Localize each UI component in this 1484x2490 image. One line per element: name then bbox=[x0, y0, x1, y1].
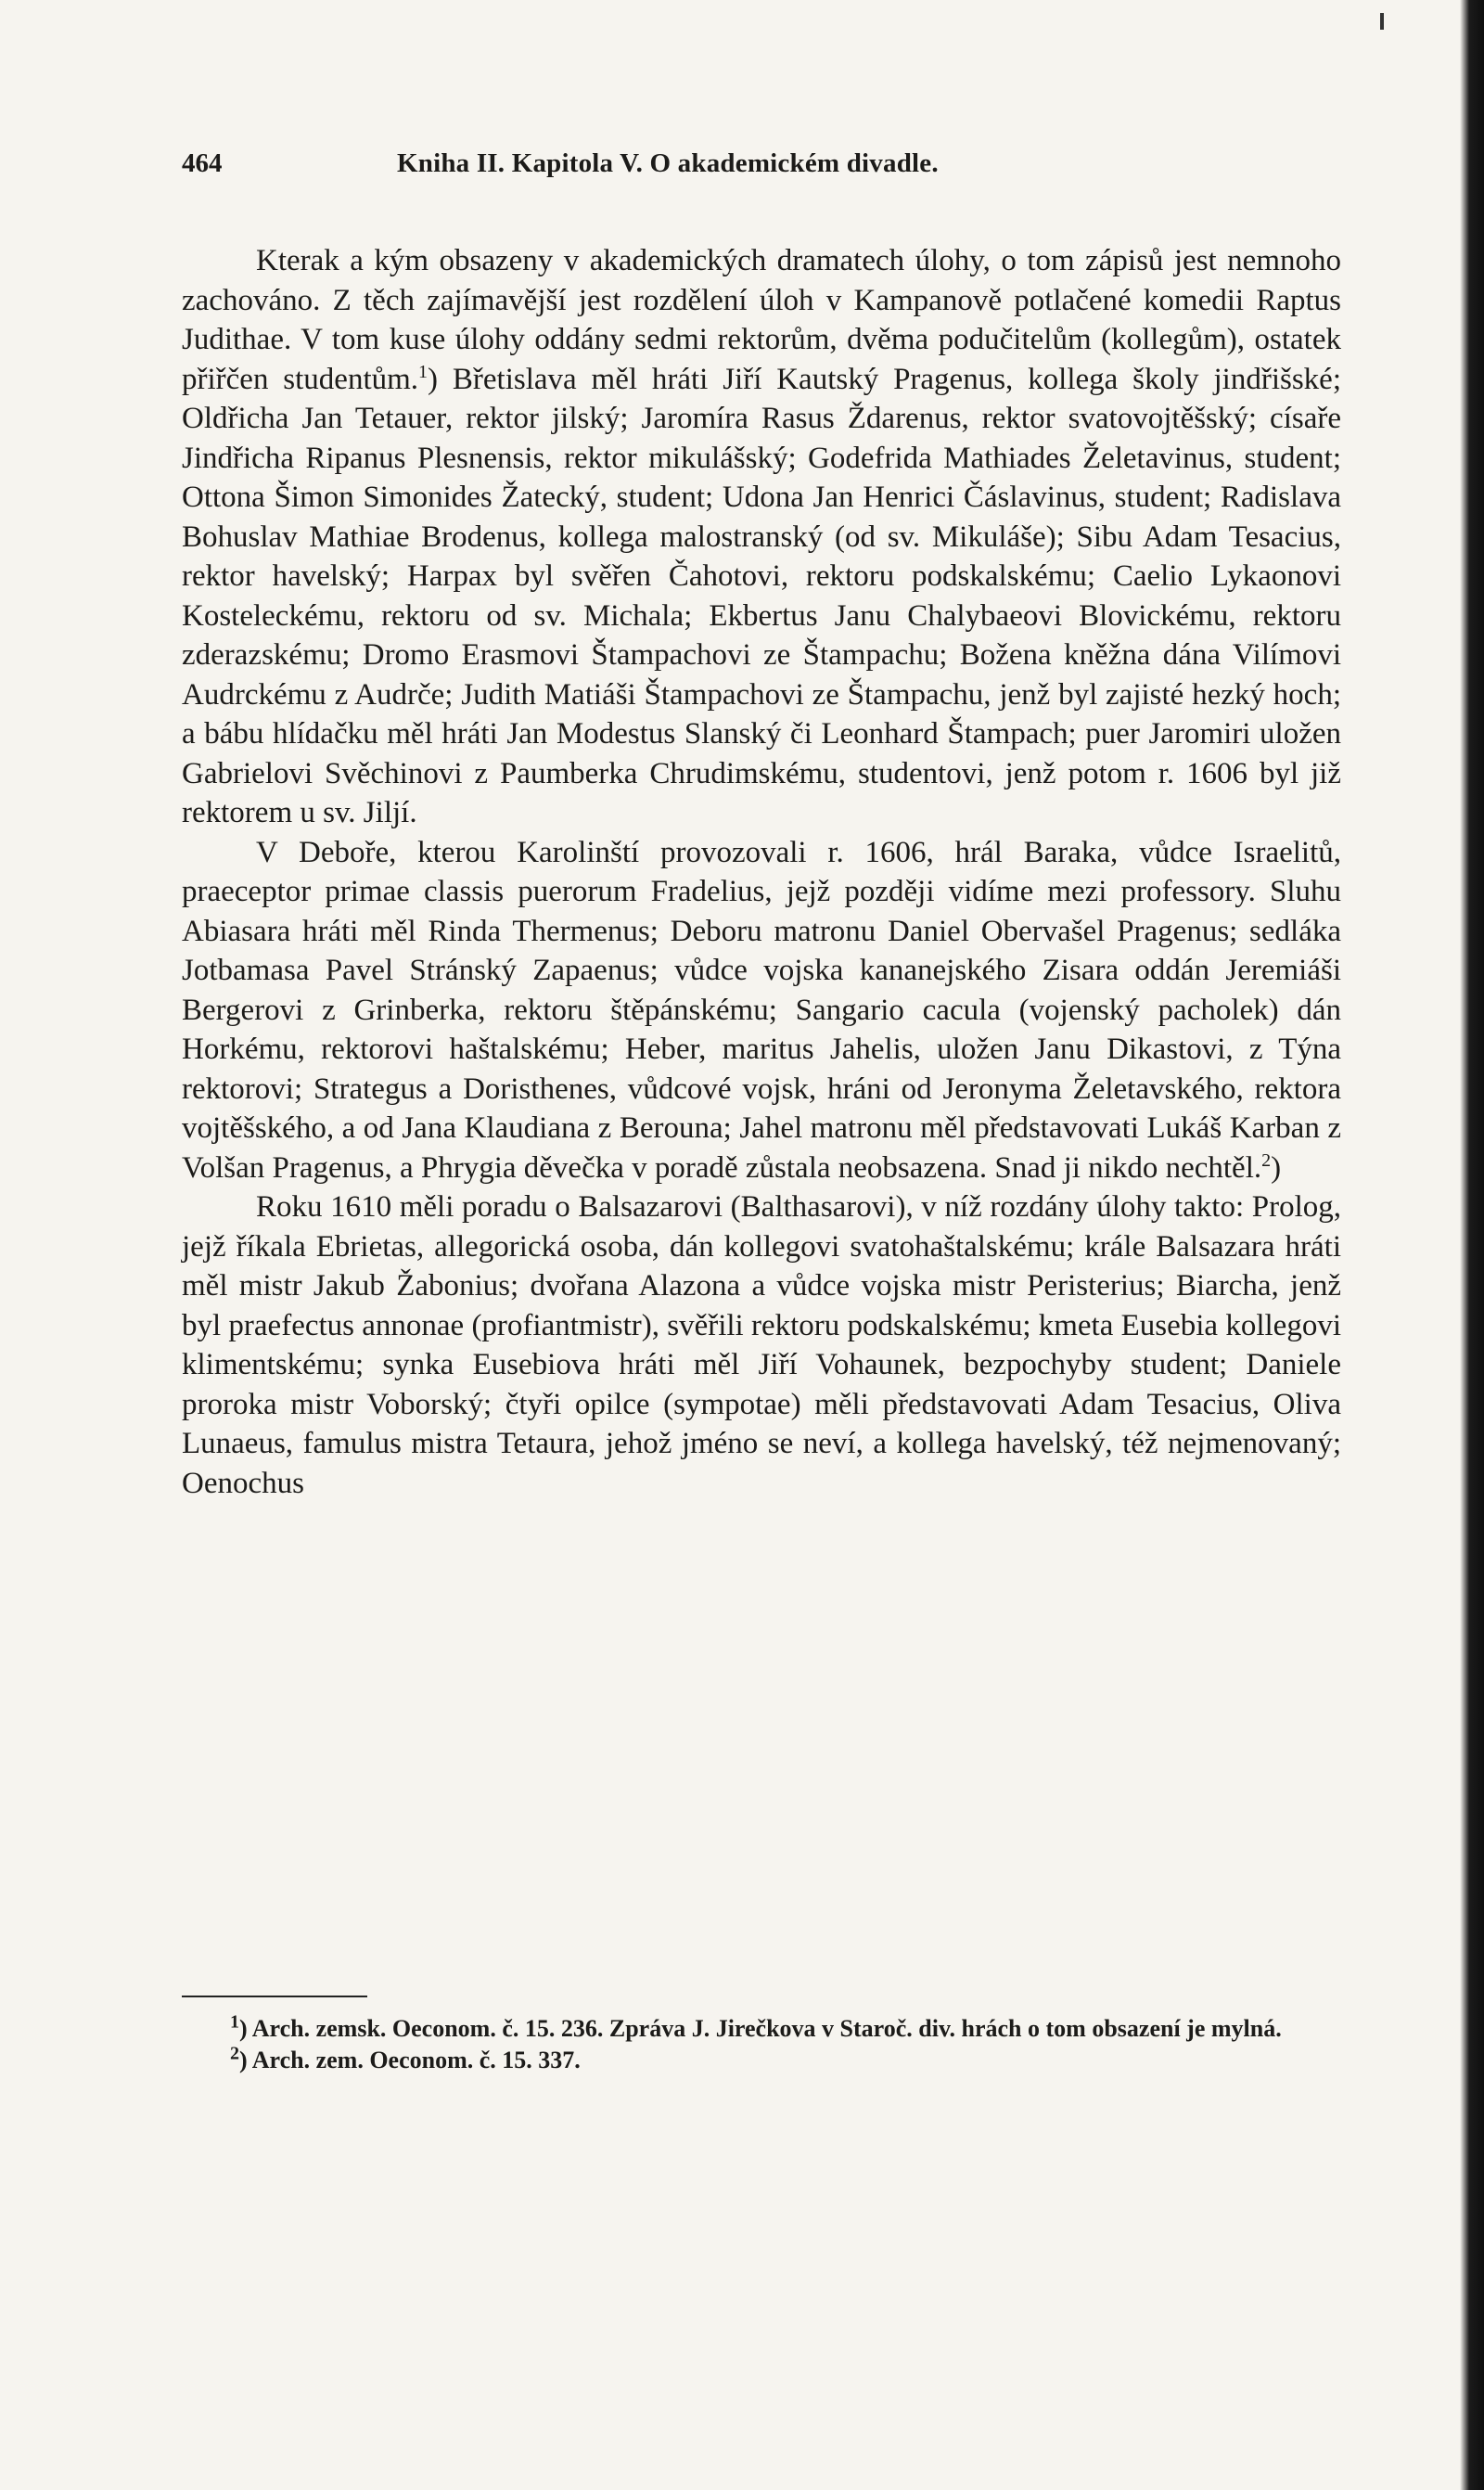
page-number: 464 bbox=[182, 148, 223, 178]
footnotes bbox=[182, 2013, 1341, 2076]
paragraph-2: V Deboře, kterou Karolinští provozovali r. 1606, hrál Baraka, vůdce Israelitů, praeceptor primae classis puerorum Fradelius, jejž později vidíme mezi professory. Sluhu Abiasara hráti měl Rinda Thermenus; Deboru matronu Daniel Obervašel Pragenus; sedláka Jotbamasa Pavel Stránský Zapaenus; vůdce vojska kananejského Zisara oddán Jeremiáši Bergerovi z Grinberka, rektoru štěpánskému; Sangario cacula (vojenský pacholek) dán Horkému, rektorovi haštalskému; Heber, maritus Jahelis, uložen Janu Dikastovi, z Týna rektorovi; Strategus a Doristhenes, vůdcové vojsk, hráni od Jeronyma Želetavského, rektora vojtěšského, a od Jana Klaudiana z Berouna; Jahel matronu měl představovati Lukáš Karban z Volšan Pragenus, a Phrygia děvečka v poradě zůstala neobsazena. Snad ji nikdo nechtěl.$^2$) bbox=[182, 835, 1341, 1185]
scan-corner-mark bbox=[1380, 13, 1384, 30]
footnote-2: $^2$) Arch. zem. Oeconom. č. 15. 337. bbox=[230, 2043, 581, 2073]
paragraph-3 bbox=[182, 1187, 1341, 1503]
paragraph-1-continued: Břetislava měl hráti Jiří Kautský Pragenus, kollega školy jindřišské; Oldřicha Jan Tetauer, rektor jilský; Jaromíra Rasus Ždarenus, rektor svatovojtěšský; císaře Jindřicha Ripanus Plesnensis, rektor mikulášský; Godefrida Mathiades Želetavinus, student; Ottona Šimon Simonides Žatecký, student; Udona Jan Henrici Čáslavinus, student; Radislava Bohuslav Mathiae Brodenus, kollega malostranský (od sv. Mikuláše); Sibu Adam Tesacius, rektor havelský; Harpax byl svěřen Čahotovi, rektoru podskalskému; Caelio Lykaonovi Kosteleckému, rektoru od sv. Michala; Ekbertus Janu Chalybaeovi Blovickému, rektoru zderazskému; Dromo Erasmovi Štampachovi ze Štampachu; Božena kněžna dána Vilímovi Audrckému z Audrče; Judith Matiáši Štampachovi ze Štampachu, jenž byl zajisté hezký hoch; a bábu hlídačku měl hráti Jan Modestus Slanský či Leonhard Štampach; puer Jaromiri uložen Gabrielovi Svěchinovi z Paumberka Chrudimskému, studentovi, jenž potom r. 1606 byl již rektorem u sv. Jiljí. bbox=[182, 362, 1341, 829]
footnote-1-text: Arch. zemsk. Oeconom. č. 15. 236. Zpráva J. Jirečkova v Staroč. div. hrách o tom obsazení je mylná. bbox=[251, 2015, 1282, 2042]
footnote-ref-1: 1 bbox=[418, 361, 429, 382]
footnote-2-text: Arch. zem. Oeconom. č. 15. 337. bbox=[251, 2047, 581, 2073]
footnote-1: $^1$) Arch. zemsk. Oeconom. č. 15. 236. Zpráva J. Jirečkova v Staroč. div. hrách o tom obsazení je mylná. bbox=[230, 2011, 1282, 2042]
scan-dark-edge bbox=[1460, 0, 1484, 2490]
paragraph-3-text: Roku 1610 měli poradu o Balsazarovi (Balthasarovi), v níž rozdány úlohy takto: Prolog, jejž říkala Ebrietas, allegorická osoba, dán kollegovi svatohaštalskému; krále Balsazara hráti měl mistr Jakub Žabonius; dvořana Alazona a vůdce vojska mistr Peristerius; Biarcha, jenž byl praefectus annonae (profiantmistr), svěřili rektoru podskalskému; kmeta Eusebia kollegovi klimentskému; synka Eusebiova hráti měl Jiří Vohaunek, bezpochyby student; Daniele proroka mistr Voborský; čtyři opilce (sympotae) měli představovati Adam Tesacius, Oliva Lunaeus, famulus mistra Tetaura, jehož jméno se neví, a kollega havelský, též nejmenovaný; Oenochus bbox=[182, 1190, 1341, 1500]
footnote-ref-2: 2 bbox=[1261, 1149, 1272, 1171]
footnote-divider bbox=[182, 1996, 367, 1997]
running-head: Kniha II. Kapitola V. O akademickém divadle. bbox=[397, 148, 939, 178]
footnote-mark-1: 1 bbox=[230, 2011, 239, 2033]
footnote-mark-2: 2 bbox=[230, 2043, 239, 2064]
paragraph-2-text: V Deboře, kterou Karolinští provozovali r. 1606, hrál Baraka, vůdce Israelitů, praeceptor primae classis puerorum Fradelius, jejž později vidíme mezi professory. Sluhu Abiasara hráti měl Rinda Thermenus; Deboru matronu Daniel Obervašel Pragenus; sedláka Jotbamasa Pavel Stránský Zapaenus; vůdce vojska kananejského Zisara oddán Jeremiáši Bergerovi z Grinberka, rektoru štěpánskému; Sangario cacula (vojenský pacholek) dán Horkému, rektorovi haštalskému; Heber, maritus Jahelis, uložen Janu Dikastovi, z Týna rektorovi; Strategus a Doristhenes, vůdcové vojsk, hráni od Jeronyma Želetavského, rektora vojtěšského, a od Jana Klaudiana z Berouna; Jahel matronu měl představovati Lukáš Karban z Volšan Pragenus, a Phrygia děvečka v poradě zůstala neobsazena. Snad ji nikdo nechtěl. bbox=[182, 835, 1341, 1185]
page-header bbox=[182, 148, 1341, 189]
paragraph-1-text: Kterak a kým obsazeny v akademických dramatech úlohy, o tom zápisů jest nemnoho zachováno. Z těch zajímavější jest rozdělení úloh v Kampanově potlačené komedii Raptus Judithae. V tom kuse úlohy oddány sedmi rektorům, dvěma podučitelům (kollegům), ostatek přiřčen studentům. bbox=[182, 244, 1341, 396]
body-text bbox=[182, 241, 1341, 1503]
paragraph-1: Kterak a kým obsazeny v akademických dramatech úlohy, o tom zápisů jest nemnoho zachováno. Z těch zajímavější jest rozdělení úloh v Kampanově potlačené komedii Raptus Judithae. V tom kuse úlohy oddány sedmi rektorům, dvěma podučitelům (kollegům), ostatek přiřčen studentům.$^1$) Břetislava měl hráti Jiří Kautský Pragenus, kollega školy jindřišské; Oldřicha Jan Tetauer, rektor jilský; Jaromíra Rasus Ždarenus, rektor svatovojtěšský; císaře Jindřicha Ripanus Plesnensis, rektor mikulášský; Godefrida Mathiades Želetavinus, student; Ottona Šimon Simonides Žatecký, student; Udona Jan Henrici Čáslavinus, student; Radislava Bohuslav Mathiae Brodenus, kollega malostranský (od sv. Mikuláše); Sibu Adam Tesacius, rektor havelský; Harpax byl svěřen Čahotovi, rektoru podskalskému; Caelio Lykaonovi Kosteleckému, rektoru od sv. Michala; Ekbertus Janu Chalybaeovi Blovickému, rektoru zderazskému; Dromo Erasmovi Štampachovi ze Štampachu; Božena kněžna dána Vilímovi Audrckému z Audrče; Judith Matiáši Štampachovi ze Štampachu, jenž byl zajisté hezký hoch; a bábu hlídačku měl hráti Jan Modestus Slanský či Leonhard Štampach; puer Jaromiri uložen Gabrielovi Svěchinovi z Paumberka Chrudimskému, studentovi, jenž potom r. 1606 byl již rektorem u sv. Jiljí. bbox=[182, 244, 1341, 829]
